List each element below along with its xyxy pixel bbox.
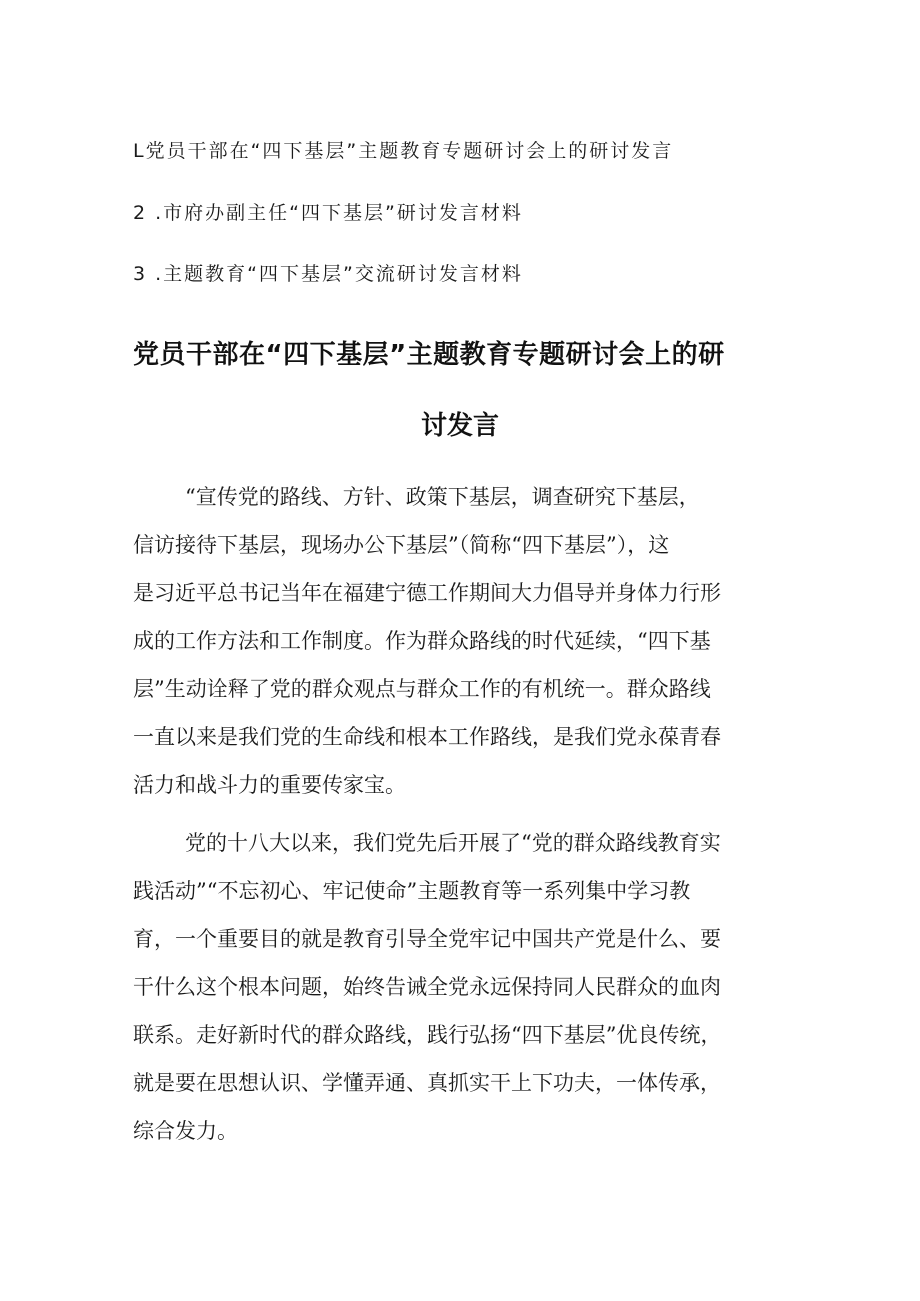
paragraph-line: 育，一个重要目的就是教育引导全党牢记中国共产党是什么、要 [133, 927, 721, 951]
paragraph-line: 践活动”“不忘初心、牢记使命”主题教育等一系列集中学习教 [133, 879, 691, 903]
paragraph-line: 联系。走好新时代的群众路线，践行弘扬“四下基层”优良传统， [133, 1023, 722, 1047]
paragraph-line: 成的工作方法和工作制度。作为群众路线的时代延续，“四下基 [133, 629, 711, 653]
paragraph-line: 活力和战斗力的重要传家宝。 [133, 773, 406, 797]
toc-item-2: 2 .市府办副主任“四下基层”研讨发言材料 [133, 202, 523, 224]
document-title-line-1: 党员干部在“四下基层”主题教育专题研讨会上的研 [133, 340, 725, 370]
paragraph-line: 综合发力。 [133, 1119, 238, 1143]
paragraph-line: 是习近平总书记当年在福建宁德工作期间大力倡导并身体力行形 [133, 581, 721, 605]
paragraph-line: 一直以来是我们党的生命线和根本工作路线，是我们党永葆青春 [133, 725, 721, 749]
toc-item-3: 3 .主题教育“四下基层”交流研讨发言材料 [133, 263, 523, 285]
paragraph-line: 信访接待下基层，现场办公下基层”（简称“四下基层”），这 [133, 533, 670, 557]
body-paragraph-1 [133, 473, 793, 809]
paragraph-line: 就是要在思想认识、学懂弄通、真抓实干上下功夫，一体传承， [133, 1071, 721, 1095]
paragraph-line: 干什么这个根本问题，始终告诫全党永远保持同人民群众的血肉 [133, 975, 721, 999]
paragraph-line: 党的十八大以来，我们党先后开展了“党的群众路线教育实 [185, 831, 721, 855]
toc-item-1: L党员干部在“四下基层”主题教育专题研讨会上的研讨发言 [133, 140, 674, 162]
paragraph-line: “宣传党的路线、方针、政策下基层，调查研究下基层， [185, 485, 700, 509]
paragraph-line: 层”生动诠释了党的群众观点与群众工作的有机统一。群众路线 [133, 677, 711, 701]
document-title-line-2: 讨发言 [420, 411, 499, 441]
body-paragraph-2 [133, 819, 793, 1155]
